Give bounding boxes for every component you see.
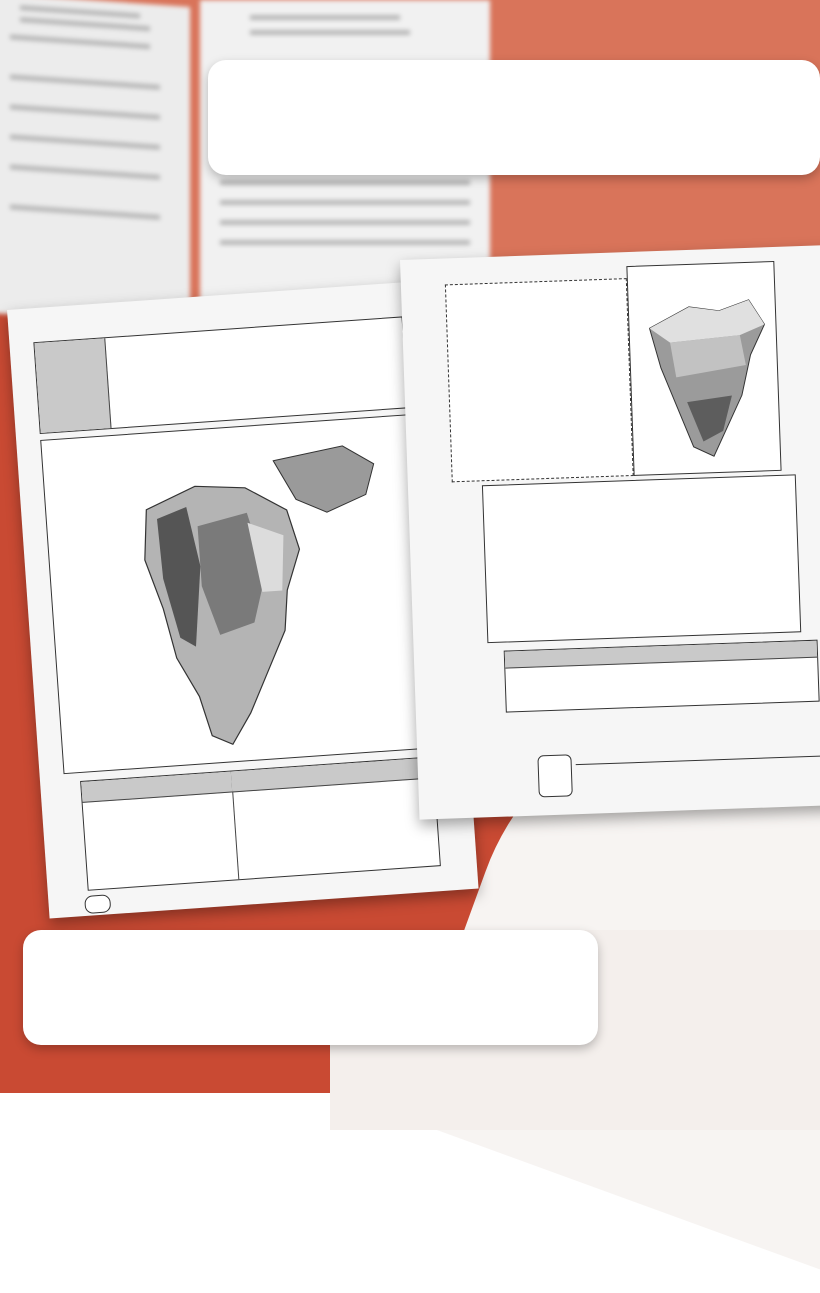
climate-map-box bbox=[626, 261, 781, 476]
page-number bbox=[84, 894, 111, 914]
climate-map-title bbox=[628, 268, 774, 273]
mascot-icon bbox=[537, 754, 572, 797]
climate-map bbox=[628, 284, 780, 475]
right-page bbox=[400, 245, 820, 820]
eurasia-definition bbox=[576, 755, 820, 765]
caption-bottom bbox=[23, 930, 598, 1045]
greenland-shape bbox=[273, 444, 377, 516]
open-book bbox=[0, 250, 820, 910]
section-heading bbox=[656, 727, 664, 740]
climate-table bbox=[80, 756, 441, 890]
legend-tectonics bbox=[66, 667, 232, 773]
waters-table bbox=[482, 474, 801, 643]
peoples-table bbox=[504, 640, 820, 713]
relief-text-box bbox=[33, 316, 409, 434]
natural-zones-box bbox=[445, 278, 634, 482]
tectonics-map-box bbox=[40, 414, 432, 774]
legend-minerals bbox=[56, 530, 215, 680]
caption-top bbox=[208, 60, 820, 175]
